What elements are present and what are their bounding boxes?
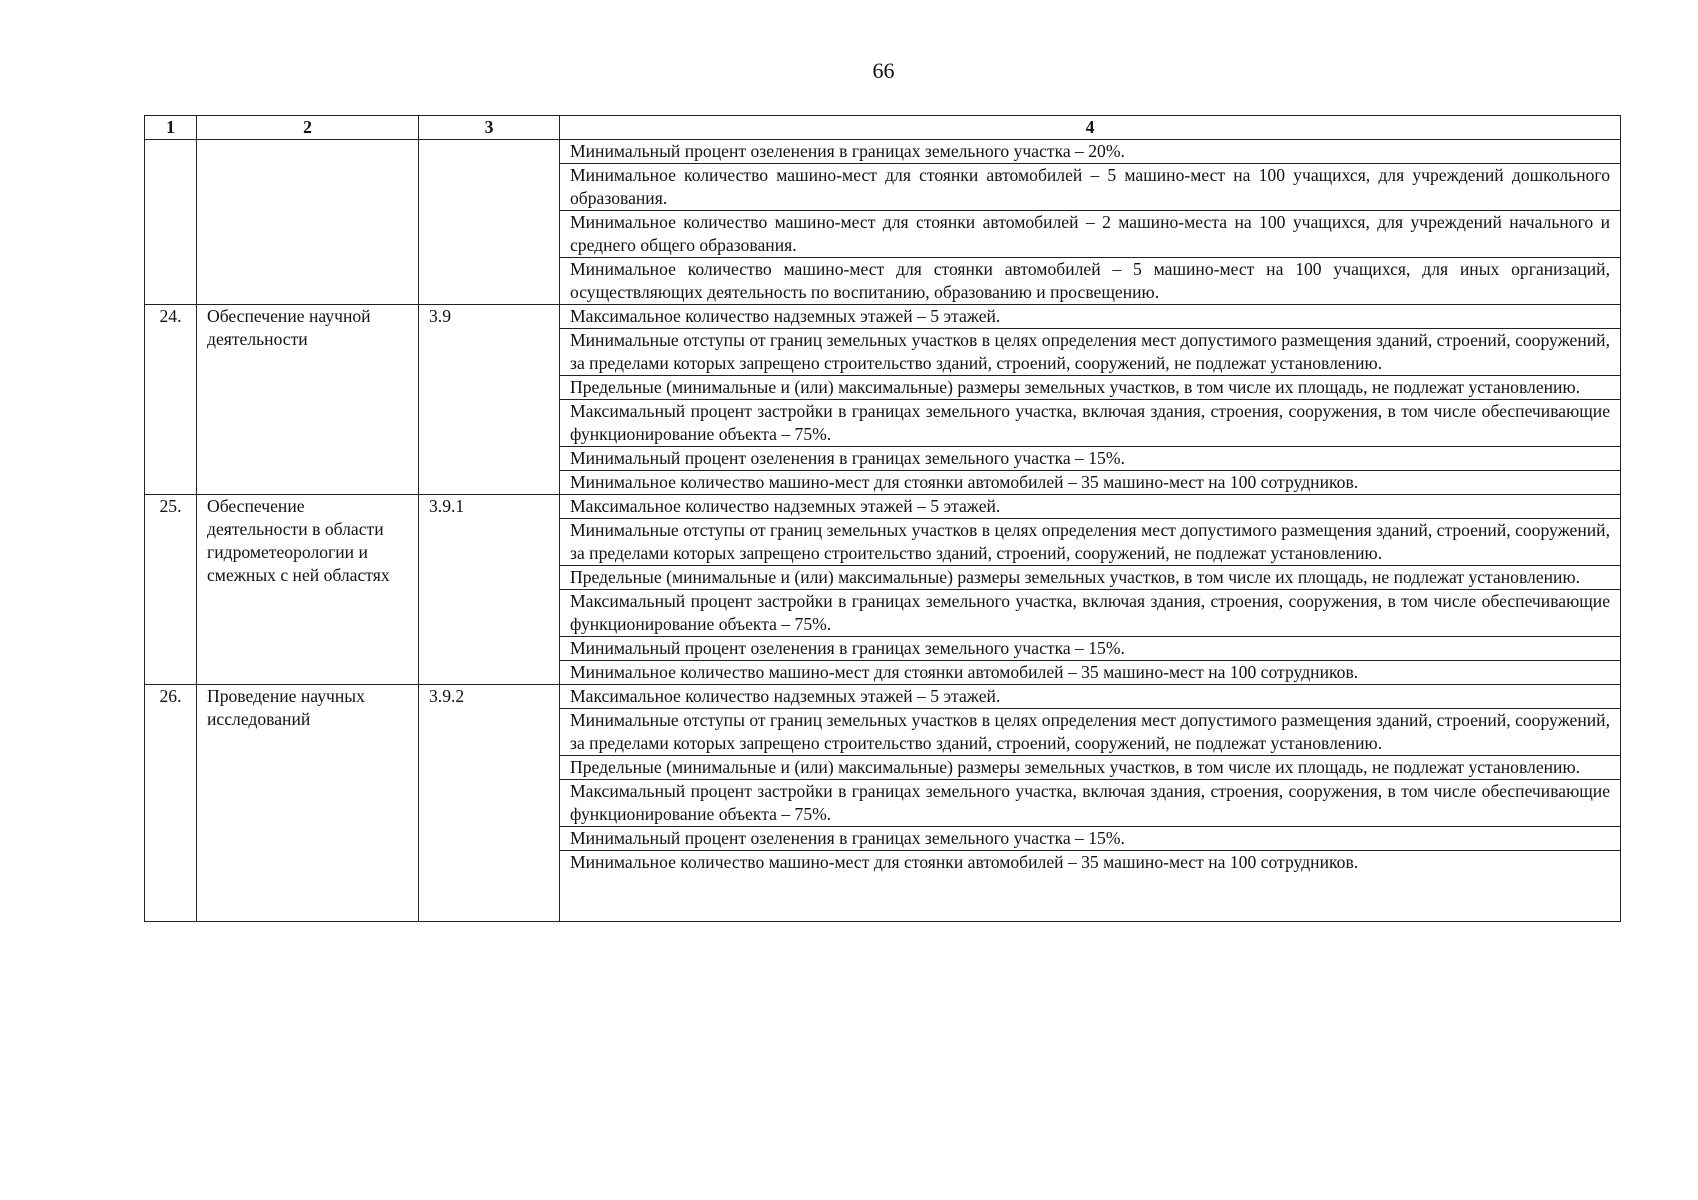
parameter-cell: Минимальный процент озеленения в границах земельного участка – 20%.	[560, 140, 1621, 164]
table-header-row	[145, 116, 1621, 140]
table-row	[145, 685, 1621, 709]
header-col-4: 4	[560, 116, 1621, 140]
header-col-3: 3	[419, 116, 560, 140]
header-col-1: 1	[145, 116, 197, 140]
table-row	[145, 305, 1621, 329]
parameter-cell: Минимальные отступы от границ земельных участков в целях определения мест допустимого размещения зданий, строений, сооружений, за пределами которых запрещено строительство зданий, строений, сооружений, не подлежат установлению.	[560, 519, 1621, 566]
entry-name-cell	[197, 140, 419, 305]
entry-code: 3.9.2	[419, 685, 560, 922]
entry-number: 25.	[145, 495, 197, 685]
entry-number: 26.	[145, 685, 197, 922]
parameter-cell: Минимальное количество машино-мест для стоянки автомобилей – 35 машино-мест на 100 сотрудников.	[560, 851, 1621, 922]
parameter-cell: Минимальное количество машино-мест для стоянки автомобилей – 2 машино-места на 100 учащихся, для учреждений начального и среднего общего образования.	[560, 211, 1621, 258]
table-row	[145, 495, 1621, 519]
parameter-cell: Минимальное количество машино-мест для стоянки автомобилей – 35 машино-мест на 100 сотрудников.	[560, 471, 1621, 495]
parameter-cell: Максимальный процент застройки в границах земельного участка, включая здания, строения, сооружения, в том числе обеспечивающие функционирование объекта – 75%.	[560, 400, 1621, 447]
table-row	[145, 140, 1621, 164]
parameter-cell: Минимальные отступы от границ земельных участков в целях определения мест допустимого размещения зданий, строений, сооружений, за пределами которых запрещено строительство зданий, строений, сооружений, не подлежат установлению.	[560, 709, 1621, 756]
parameter-cell: Минимальное количество машино-мест для стоянки автомобилей – 5 машино-мест на 100 учащихся, для учреждений дошкольного образования.	[560, 164, 1621, 211]
entry-number-cell	[145, 140, 197, 305]
regulations-table	[144, 115, 1621, 922]
page-number: 66	[872, 58, 895, 83]
parameter-cell: Максимальное количество надземных этажей – 5 этажей.	[560, 305, 1621, 329]
parameter-cell: Максимальный процент застройки в границах земельного участка, включая здания, строения, сооружения, в том числе обеспечивающие функционирование объекта – 75%.	[560, 590, 1621, 637]
parameter-cell: Минимальные отступы от границ земельных участков в целях определения мест допустимого размещения зданий, строений, сооружений, за пределами которых запрещено строительство зданий, строений, сооружений, не подлежат установлению.	[560, 329, 1621, 376]
table-body	[145, 140, 1621, 922]
parameter-cell: Минимальное количество машино-мест для стоянки автомобилей – 5 машино-мест на 100 учащихся, для иных организаций, осуществляющих деятельность по воспитанию, образованию и просвещению.	[560, 258, 1621, 305]
parameter-cell: Минимальное количество машино-мест для стоянки автомобилей – 35 машино-мест на 100 сотрудников.	[560, 661, 1621, 685]
parameter-cell: Минимальный процент озеленения в границах земельного участка – 15%.	[560, 447, 1621, 471]
parameter-cell: Предельные (минимальные и (или) максимальные) размеры земельных участков, в том числе их площадь, не подлежат установлению.	[560, 376, 1621, 400]
parameter-cell: Предельные (минимальные и (или) максимальные) размеры земельных участков, в том числе их площадь, не подлежат установлению.	[560, 756, 1621, 780]
entry-name: Обеспечение научной деятельности	[197, 305, 419, 495]
entry-code-cell	[419, 140, 560, 305]
entry-code: 3.9	[419, 305, 560, 495]
parameter-cell: Максимальный процент застройки в границах земельного участка, включая здания, строения, сооружения, в том числе обеспечивающие функционирование объекта – 75%.	[560, 780, 1621, 827]
parameter-cell: Минимальный процент озеленения в границах земельного участка – 15%.	[560, 827, 1621, 851]
header-col-2: 2	[197, 116, 419, 140]
parameter-cell: Минимальный процент озеленения в границах земельного участка – 15%.	[560, 637, 1621, 661]
entry-name: Проведение научных исследований	[197, 685, 419, 922]
entry-number: 24.	[145, 305, 197, 495]
entry-name: Обеспечение деятельности в области гидрометеорологии и смежных с ней областях	[197, 495, 419, 685]
parameter-cell: Максимальное количество надземных этажей – 5 этажей.	[560, 495, 1621, 519]
parameter-cell: Максимальное количество надземных этажей – 5 этажей.	[560, 685, 1621, 709]
parameter-cell: Предельные (минимальные и (или) максимальные) размеры земельных участков, в том числе их площадь, не подлежат установлению.	[560, 566, 1621, 590]
entry-code: 3.9.1	[419, 495, 560, 685]
